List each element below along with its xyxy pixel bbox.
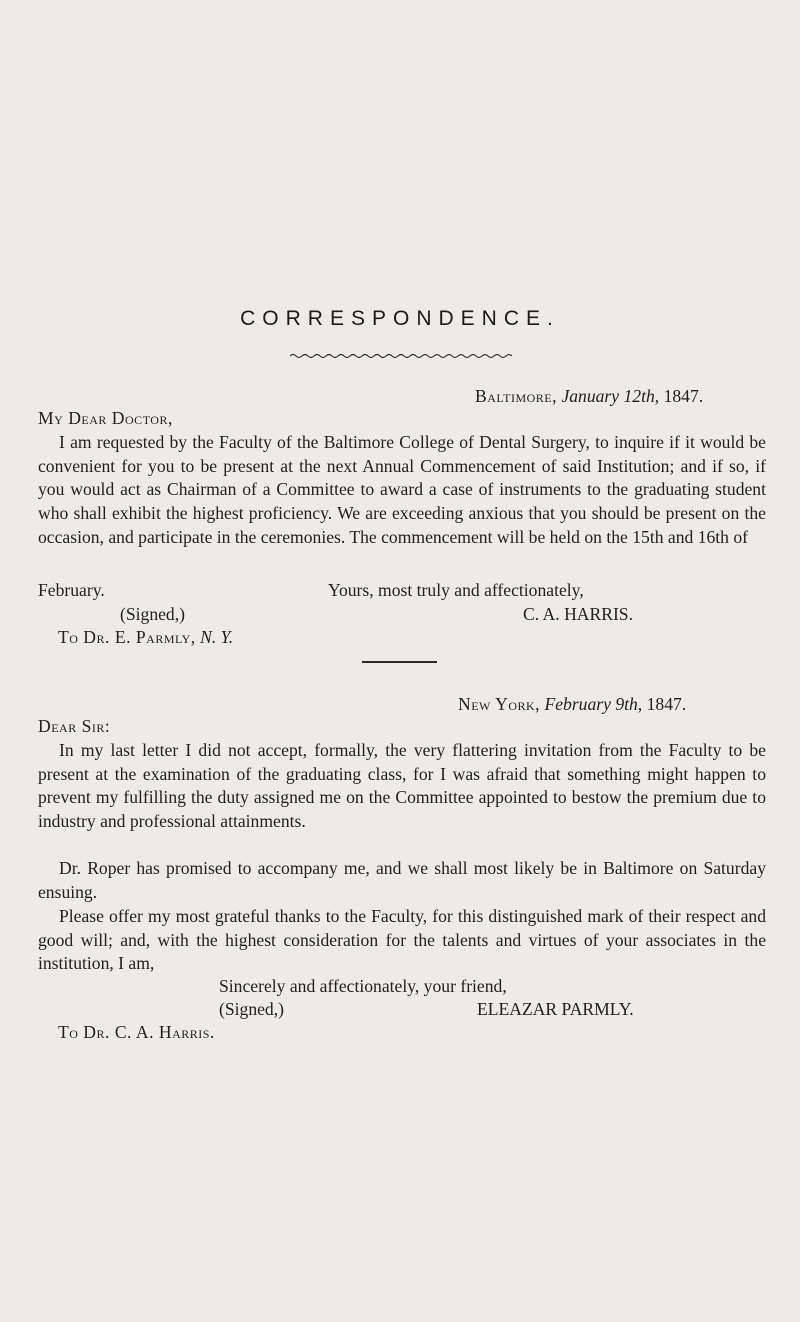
letter2-closing: Sincerely and affectionately, your friend, [219,976,507,996]
letter2-paragraph-1: In my last letter I did not accept, formally, the very flattering invitation from the Faculty to be present at the examination of the graduating class, for I was afraid that something might happen to prevent my fulfilling the duty assigned me on the Committee appointed to bestow the premium due to industry and professional attainments. [38,740,766,832]
letter2-place: New York, [458,694,541,714]
letter1-place: Baltimore, [475,386,558,406]
letter1-body: I am requested by the Faculty of the Baltimore College of Dental Surgery, to inquire if it would be convenient for you to be present at the next Annual Commencement of said Institution; and if so, if you would act as Chairman of a Committee to award a case of instruments to the graduating student who shall exhibit the highest proficiency. We are exceeding anxious that you should be present on the occasion, and participate in the ceremonies. The commencement will be held on the 15th and 16th of [38,432,766,547]
letter2-salutation: Dear Sir: [38,716,111,736]
letter2-date: February 9th, [544,694,643,714]
letter2-year: 1847. [646,694,687,714]
section-divider [362,661,437,663]
letter1-dateline [475,386,703,406]
letter1-addressee: To Dr. E. Parmly, [58,627,196,647]
letter1-addressee-line [58,627,233,647]
letter1-signature: C. A. HARRIS. [523,604,633,624]
letter2-paragraph-2: Dr. Roper has promised to accompany me, and we shall most likely be in Baltimore on Saturday ensuing. [38,858,766,902]
letter1-salutation: My Dear Doctor, [38,408,173,428]
page-heading: CORRESPONDENCE. [240,307,560,330]
letter1-last-line-start: February. [38,580,105,600]
letter1-date: January 12th, [561,386,660,406]
letter1-closing: Yours, most truly and affectionately, [328,580,584,600]
letter1-year: 1847. [663,386,704,406]
letter2-signature: ELEAZAR PARMLY. [477,999,634,1019]
letter2-addressee: To Dr. C. A. Harris. [58,1022,215,1042]
letter2-paragraph-3: Please offer my most grateful thanks to the Faculty, for this distinguished mark of their respect and good will; and, with the highest consideration for the talents and virtues of your associates in the institution, I am, [38,906,766,974]
letter1-addressee-place: N. Y. [200,627,234,647]
letter1-signed: (Signed,) [120,604,185,624]
letter2-signed: (Signed,) [219,999,284,1019]
wavy-rule-ornament [290,352,512,360]
letter2-dateline [458,694,686,714]
